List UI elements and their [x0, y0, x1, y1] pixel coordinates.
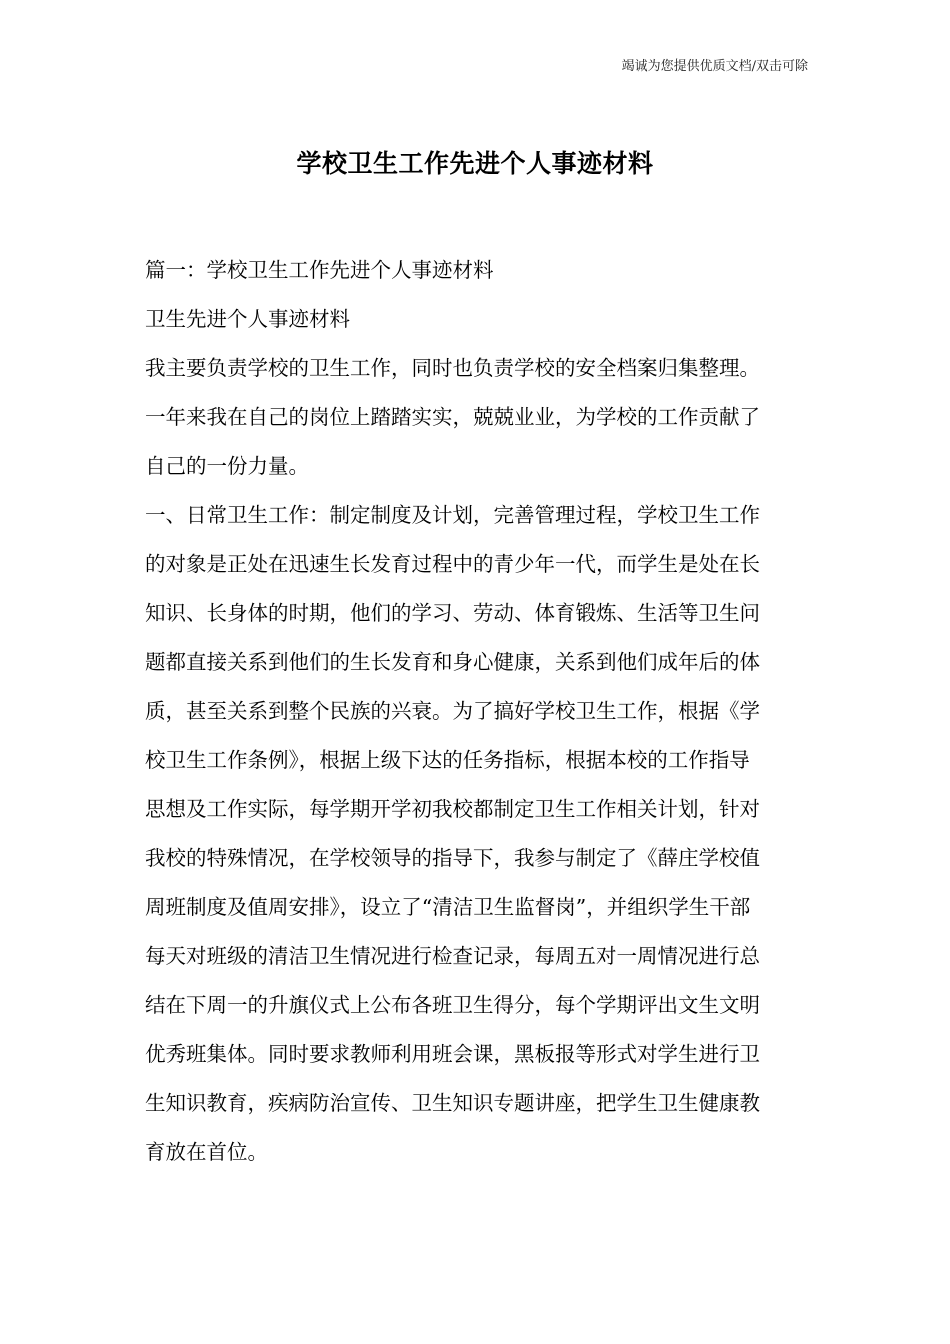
text-line: 一、日常卫生工作：制定制度及计划，完善管理过程，学校卫生工作	[145, 503, 760, 527]
document-title: 学校卫生工作先进个人事迹材料	[296, 149, 654, 178]
text-line: 的对象是正处在迅速生长发育过程中的青少年一代，而学生是处在长	[145, 552, 760, 576]
text-line: 生知识教育，疾病防治宣传、卫生知识专题讲座，把学生卫生健康教	[145, 1091, 760, 1115]
text-line: 结在下周一的升旗仪式上公布各班卫生得分，每个学期评出文生文明	[145, 993, 760, 1017]
section-heading: 篇一：学校卫生工作先进个人事迹材料	[145, 258, 494, 282]
text-line: 育放在首位。	[145, 1140, 268, 1164]
text-line: 优秀班集体。同时要求教师利用班会课，黑板报等形式对学生进行卫	[145, 1042, 760, 1066]
text-line: 知识、长身体的时期，他们的学习、劳动、体育锻炼、生活等卫生问	[145, 601, 760, 625]
subheading: 卫生先进个人事迹材料	[145, 307, 350, 331]
header-note: 竭诚为您提供优质文档/双击可除	[621, 59, 808, 74]
text-line: 质，甚至关系到整个民族的兴衰。为了搞好学校卫生工作，根据《学	[145, 699, 760, 723]
text-line: 题都直接关系到他们的生长发育和身心健康，关系到他们成年后的体	[145, 650, 760, 674]
text-line: 一年来我在自己的岗位上踏踏实实，兢兢业业，为学校的工作贡献了	[145, 405, 760, 429]
text-line: 校卫生工作条例》，根据上级下达的任务指标，根据本校的工作指导	[145, 748, 750, 772]
text-line: 自己的一份力量。	[145, 454, 309, 478]
text-line: 我校的特殊情况，在学校领导的指导下，我参与制定了《薛庄学校值	[145, 846, 760, 870]
document-body	[145, 246, 817, 1177]
text-line: 思想及工作实际，每学期开学初我校都制定卫生工作相关计划，针对	[145, 797, 760, 821]
text-line: 周班制度及值周安排》，设立了“清洁卫生监督岗”，并组织学生干部	[145, 895, 751, 919]
text-line: 我主要负责学校的卫生工作，同时也负责学校的安全档案归集整理。	[145, 356, 760, 380]
text-line: 每天对班级的清洁卫生情况进行检查记录，每周五对一周情况进行总	[145, 944, 760, 968]
